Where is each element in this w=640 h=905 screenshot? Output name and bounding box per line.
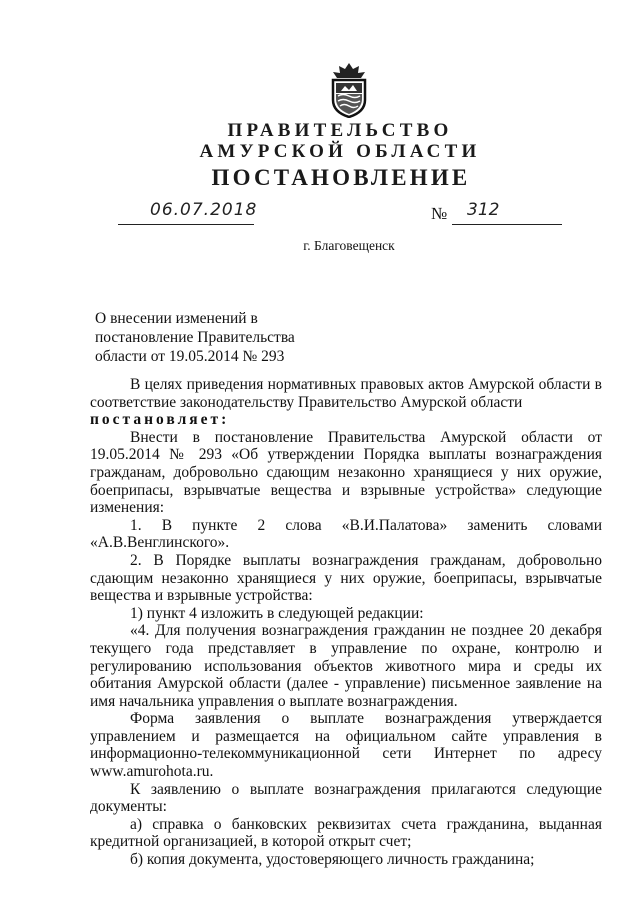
handwritten-date: 06.07.2018 xyxy=(150,200,258,220)
government-title: ПРАВИТЕЛЬСТВО xyxy=(227,120,453,141)
body-paragraph: Форма заявления о выплате вознаграждения утверждается управлением и размещается на официальном сайте управления в информационно-телекоммуникационной сети Интернет по адресу www.amurohota.ru. xyxy=(90,710,602,781)
coat-of-arms-emblem xyxy=(325,62,373,118)
body-paragraph: а) справка о банковских реквизитах счета гражданина, выданная кредитной организацией, в которой открыт счет; xyxy=(90,815,602,851)
body-paragraph: 1. В пункте 2 слова «В.И.Палатова» заменить словами «А.В.Венглинского». xyxy=(90,516,602,552)
document-type-title: ПОСТАНОВЛЕНИЕ xyxy=(211,165,471,190)
intro-paragraph: В целях приведения нормативных правовых актов Амурской области в соответствие законодательству Правительство Амурской области xyxy=(90,376,602,411)
body-paragraph: б) копия документа, удостоверяющего личность гражданина; xyxy=(130,851,535,869)
date-underline xyxy=(118,224,254,225)
subject-line: О внесении изменений в xyxy=(95,310,258,327)
region-title: АМУРСКОЙ ОБЛАСТИ xyxy=(199,141,481,162)
document-body xyxy=(90,376,602,869)
number-underline xyxy=(452,224,562,225)
handwritten-number: 312 xyxy=(467,200,500,220)
body-paragraph: «4. Для получения вознаграждения гражданин не позднее 20 декабря текущего года представляет в управление по охране, контролю и регулированию использования объектов животного мира и среды их обитания Амурской области (далее - управление) письменное заявление на имя начальника управления о выплате вознаграждения. xyxy=(90,622,602,710)
body-paragraph: 2. В Порядке выплаты вознаграждения гражданам, добровольно сдающим незаконно хранящиеся у них оружие, боеприпасы, взрывчатые вещества и взрывные устройства: xyxy=(90,551,602,605)
body-paragraph: Внести в постановление Правительства Амурской области от 19.05.2014 № 293 «Об утверждении Порядка выплаты вознаграждения гражданам, добровольно сдающим незаконно хранящиеся у них оружие, боеприпасы, взрывчатые вещества и взрывные устройства» следующие изменения: xyxy=(90,428,602,517)
number-sign: № xyxy=(431,204,448,223)
resolves-word: постановляет: xyxy=(90,411,230,429)
body-paragraph: 1) пункт 4 изложить в следующей редакции: xyxy=(130,604,424,622)
subject-line: области от 19.05.2014 № 293 xyxy=(95,348,285,365)
subject-block xyxy=(95,309,335,366)
city-label: г. Благовещенск xyxy=(303,238,395,253)
body-paragraph: К заявлению о выплате вознаграждения прилагаются следующие документы: xyxy=(90,780,602,816)
resolves-heading xyxy=(90,411,602,429)
subject-line: постановление Правительства xyxy=(95,329,295,346)
